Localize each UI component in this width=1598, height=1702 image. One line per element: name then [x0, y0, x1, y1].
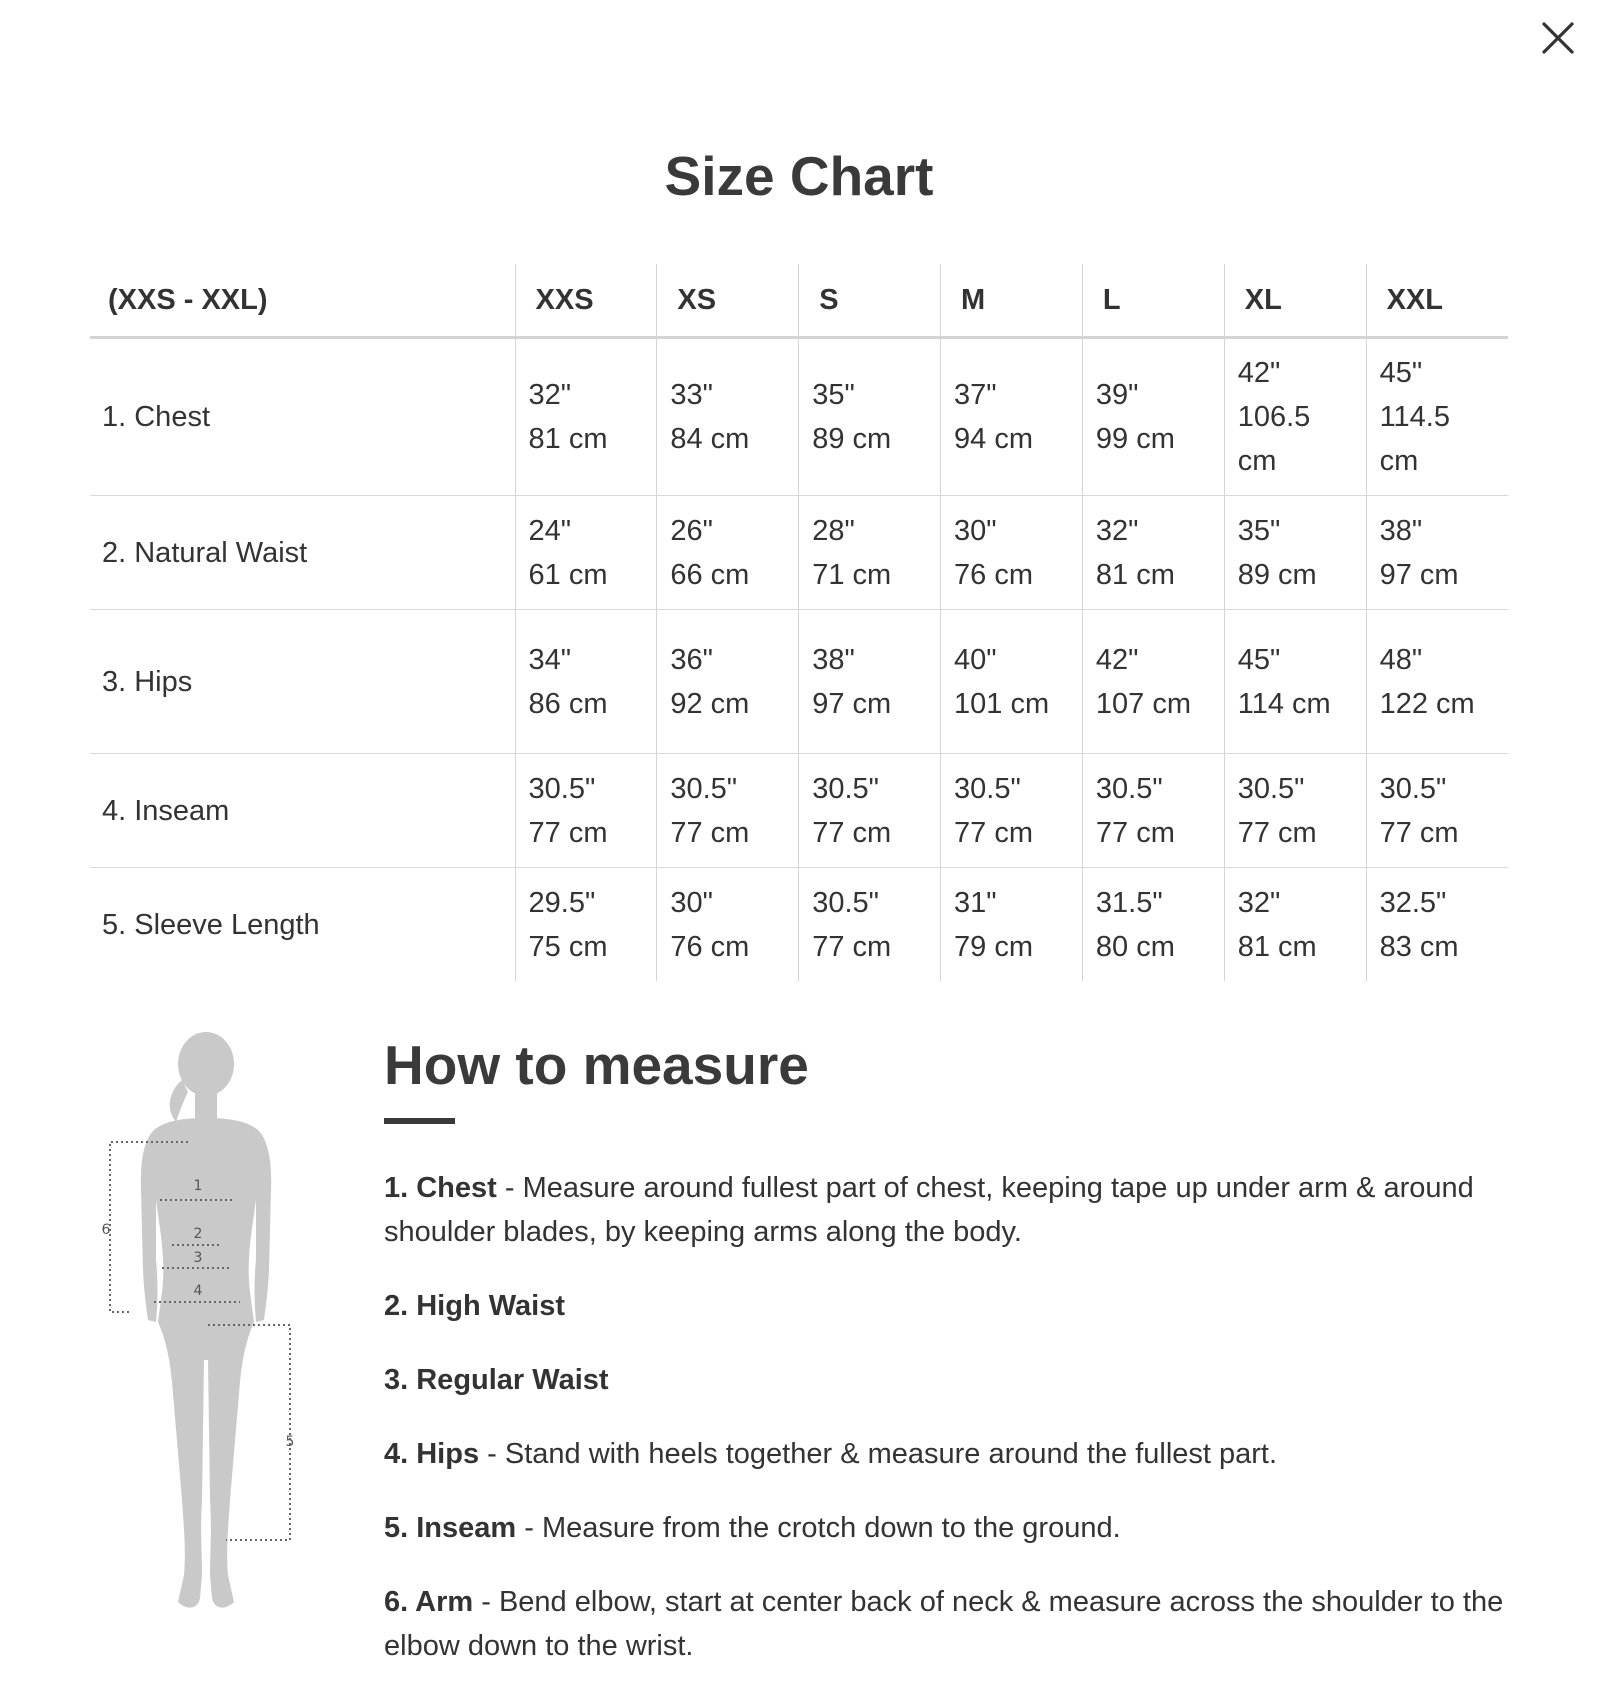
- inch-value: 30.5": [1379, 772, 1447, 805]
- row-label: 5. Sleeve Length: [102, 908, 320, 941]
- inch-value: 26": [670, 514, 713, 547]
- size-cell: [657, 754, 799, 868]
- measure-desc: - Measure around fullest part of chest, keeping tape up under arm & around shoulder blades, by keeping arms along the body.: [384, 1172, 1474, 1248]
- row-label: 1. Chest: [90, 338, 515, 496]
- inch-value: 32": [1237, 886, 1281, 919]
- inch-value: 33": [670, 379, 713, 411]
- measure-item-high-waist: [384, 1284, 1514, 1328]
- cm-value: 89 cm: [1237, 558, 1317, 591]
- size-cell: [941, 868, 1083, 982]
- measure-desc: - Measure from the crotch down to the ground.: [516, 1512, 1121, 1544]
- close-button[interactable]: [1536, 16, 1580, 60]
- inch-value: 28": [812, 514, 855, 547]
- size-table: [90, 264, 1508, 981]
- cm-value: 77 cm: [1237, 816, 1317, 849]
- size-cell: [515, 868, 657, 982]
- size-header-xl: XL: [1224, 264, 1366, 338]
- cm-value: 76 cm: [670, 930, 750, 963]
- cm-value: 81 cm: [528, 423, 608, 455]
- page-title: Size Chart: [664, 145, 934, 207]
- cm-value: 77 cm: [1379, 816, 1459, 849]
- size-cell: [657, 610, 799, 754]
- size-cell: [515, 338, 657, 496]
- cm-value: 77 cm: [670, 816, 750, 849]
- size-cell: [657, 868, 799, 982]
- inch-value: 38": [812, 643, 855, 676]
- inch-value: 30.5": [954, 772, 1021, 805]
- size-cell: [941, 610, 1083, 754]
- inch-value: 24": [528, 514, 572, 547]
- cm-value: 66 cm: [670, 558, 750, 591]
- cm-value: 75 cm: [528, 930, 608, 963]
- inch-value: 30.5": [812, 772, 879, 805]
- cm-value: 81 cm: [1237, 930, 1317, 963]
- inch-value: 30": [670, 886, 713, 919]
- size-cell: [799, 754, 941, 868]
- inch-value: 34": [528, 643, 572, 676]
- size-cell: [941, 338, 1083, 496]
- body-figure-icon: [96, 1030, 326, 1610]
- cm-value: 101 cm: [954, 687, 1050, 720]
- measure-term: 5. Inseam: [384, 1512, 517, 1544]
- size-header-s: S: [799, 264, 941, 338]
- size-cell: [515, 496, 657, 610]
- size-cell: [1082, 338, 1224, 496]
- measure-item-chest: [384, 1166, 1514, 1254]
- cm-value: 97 cm: [812, 687, 892, 720]
- measure-item-arm: [384, 1580, 1514, 1668]
- cm-value: 61 cm: [528, 558, 608, 591]
- cm-value: 107 cm: [1095, 687, 1191, 720]
- cm-value: 84 cm: [670, 423, 750, 455]
- inch-value: 40": [954, 643, 997, 676]
- cm-value: 81 cm: [1095, 558, 1175, 591]
- figure-label-1: 1: [193, 1178, 203, 1194]
- size-cell: [799, 610, 941, 754]
- cm-value: 71 cm: [812, 558, 892, 591]
- cm-value: 79 cm: [954, 930, 1034, 963]
- size-cell: [1366, 610, 1508, 754]
- figure-label-6: 6: [101, 1222, 111, 1238]
- table-row-chest: [90, 338, 1508, 496]
- size-cell: [1366, 338, 1508, 496]
- size-cell: [941, 496, 1083, 610]
- figure-label-3: 3: [193, 1250, 203, 1266]
- inch-value: 31": [954, 886, 997, 919]
- close-icon: [1536, 16, 1580, 60]
- measure-term: 1. Chest: [384, 1172, 497, 1204]
- figure-label-2: 2: [193, 1226, 203, 1242]
- inch-value: 37": [954, 379, 997, 411]
- cm-value: 83 cm: [1379, 930, 1459, 963]
- row-label: 2. Natural Waist: [90, 496, 515, 610]
- measure-term: 6. Arm: [384, 1586, 474, 1618]
- table-row-natural-waist: [90, 496, 1508, 610]
- inch-value: 45": [1237, 643, 1281, 676]
- cm-value: 77 cm: [528, 816, 608, 849]
- table-row-sleeve-length: [90, 868, 1508, 982]
- measure-item-regular-waist: [384, 1358, 1514, 1402]
- row-label: 4. Inseam: [90, 754, 515, 868]
- size-cell: [799, 496, 941, 610]
- table-header-row: [90, 264, 1508, 338]
- size-cell: [657, 338, 799, 496]
- size-cell: [1082, 496, 1224, 610]
- size-cell: [1366, 754, 1508, 868]
- measure-item-hips: [384, 1432, 1514, 1476]
- inch-value: 30": [954, 514, 997, 547]
- cm-value: 114 cm: [1237, 687, 1331, 720]
- size-header-xxl: XXL: [1366, 264, 1508, 338]
- figure-label-5: 5: [285, 1434, 295, 1450]
- cm-value: 80 cm: [1095, 930, 1175, 963]
- size-cell: [799, 338, 941, 496]
- size-cell: [1082, 610, 1224, 754]
- cm-value: 89 cm: [812, 423, 892, 455]
- cm-value: 77 cm: [812, 930, 892, 963]
- size-cell: [657, 496, 799, 610]
- size-cell: [1366, 868, 1508, 982]
- inch-value: 31.5": [1095, 886, 1163, 919]
- inch-value: 32": [1095, 514, 1139, 547]
- table-row-hips: [90, 610, 1508, 754]
- inch-value: 42": [1237, 357, 1281, 389]
- how-to-measure-section: [384, 1030, 1514, 1668]
- cm-value: 76 cm: [954, 558, 1034, 591]
- size-header-m: M: [941, 264, 1083, 338]
- size-header-xxs: XXS: [515, 264, 657, 338]
- size-range-header: (XXS - XXL): [90, 264, 515, 338]
- cm-value: 86 cm: [528, 687, 608, 720]
- cm-value: 99 cm: [1095, 423, 1175, 455]
- inch-value: 38": [1379, 514, 1423, 547]
- how-to-measure-heading: How to measure: [384, 1034, 809, 1096]
- size-cell: [1224, 338, 1366, 496]
- size-cell: [799, 868, 941, 982]
- measure-term: 3. Regular Waist: [384, 1364, 609, 1396]
- inch-value: 35": [812, 379, 855, 411]
- table-row-inseam: [90, 754, 1508, 868]
- cm-value: 92 cm: [670, 687, 750, 720]
- size-cell: [1224, 754, 1366, 868]
- inch-value: 29.5": [528, 886, 596, 919]
- inch-value: 32.5": [1379, 886, 1447, 919]
- size-cell: [515, 610, 657, 754]
- measure-term: 4. Hips: [384, 1438, 480, 1470]
- cm-value: 106.5: [1237, 401, 1311, 433]
- inch-value: 30.5": [670, 772, 738, 805]
- cm-value: cm: [1237, 445, 1277, 477]
- cm-value: cm: [1379, 445, 1419, 477]
- figure-label-4: 4: [193, 1283, 203, 1299]
- size-cell: [1082, 754, 1224, 868]
- inch-value: 45": [1379, 357, 1423, 389]
- inch-value: 48": [1379, 643, 1423, 676]
- size-header-xs: XS: [657, 264, 799, 338]
- heading-underline: [384, 1118, 455, 1124]
- cm-value: 77 cm: [954, 816, 1034, 849]
- size-cell: [1224, 496, 1366, 610]
- size-header-l: L: [1082, 264, 1224, 338]
- inch-value: 30.5": [1237, 772, 1305, 805]
- inch-value: 36": [670, 643, 713, 676]
- size-cell: [1224, 868, 1366, 982]
- row-label: 3. Hips: [90, 610, 515, 754]
- inch-value: 35": [1237, 514, 1281, 547]
- measure-desc: - Bend elbow, start at center back of neck & measure across the shoulder to the elbow down to the wrist.: [384, 1586, 1504, 1662]
- size-cell: [1224, 610, 1366, 754]
- measure-desc: - Stand with heels together & measure around the fullest part.: [479, 1438, 1278, 1470]
- size-cell: [515, 754, 657, 868]
- measure-term: 2. High Waist: [384, 1290, 565, 1322]
- cm-value: 114.5: [1379, 401, 1450, 433]
- size-cell: [941, 754, 1083, 868]
- cm-value: 77 cm: [812, 816, 892, 849]
- measure-item-inseam: [384, 1506, 1514, 1550]
- inch-value: 30.5": [528, 772, 596, 805]
- size-cell: [1082, 868, 1224, 982]
- inch-value: 42": [1095, 643, 1139, 676]
- cm-value: 77 cm: [1095, 816, 1175, 849]
- cm-value: 97 cm: [1379, 558, 1459, 591]
- cm-value: 122 cm: [1379, 687, 1475, 720]
- cm-value: 94 cm: [954, 423, 1034, 455]
- size-cell: [1366, 496, 1508, 610]
- inch-value: 30.5": [1095, 772, 1163, 805]
- inch-value: 39": [1095, 379, 1139, 411]
- body-measurement-diagram: [96, 1030, 326, 1610]
- inch-value: 30.5": [812, 886, 879, 919]
- inch-value: 32": [528, 379, 572, 411]
